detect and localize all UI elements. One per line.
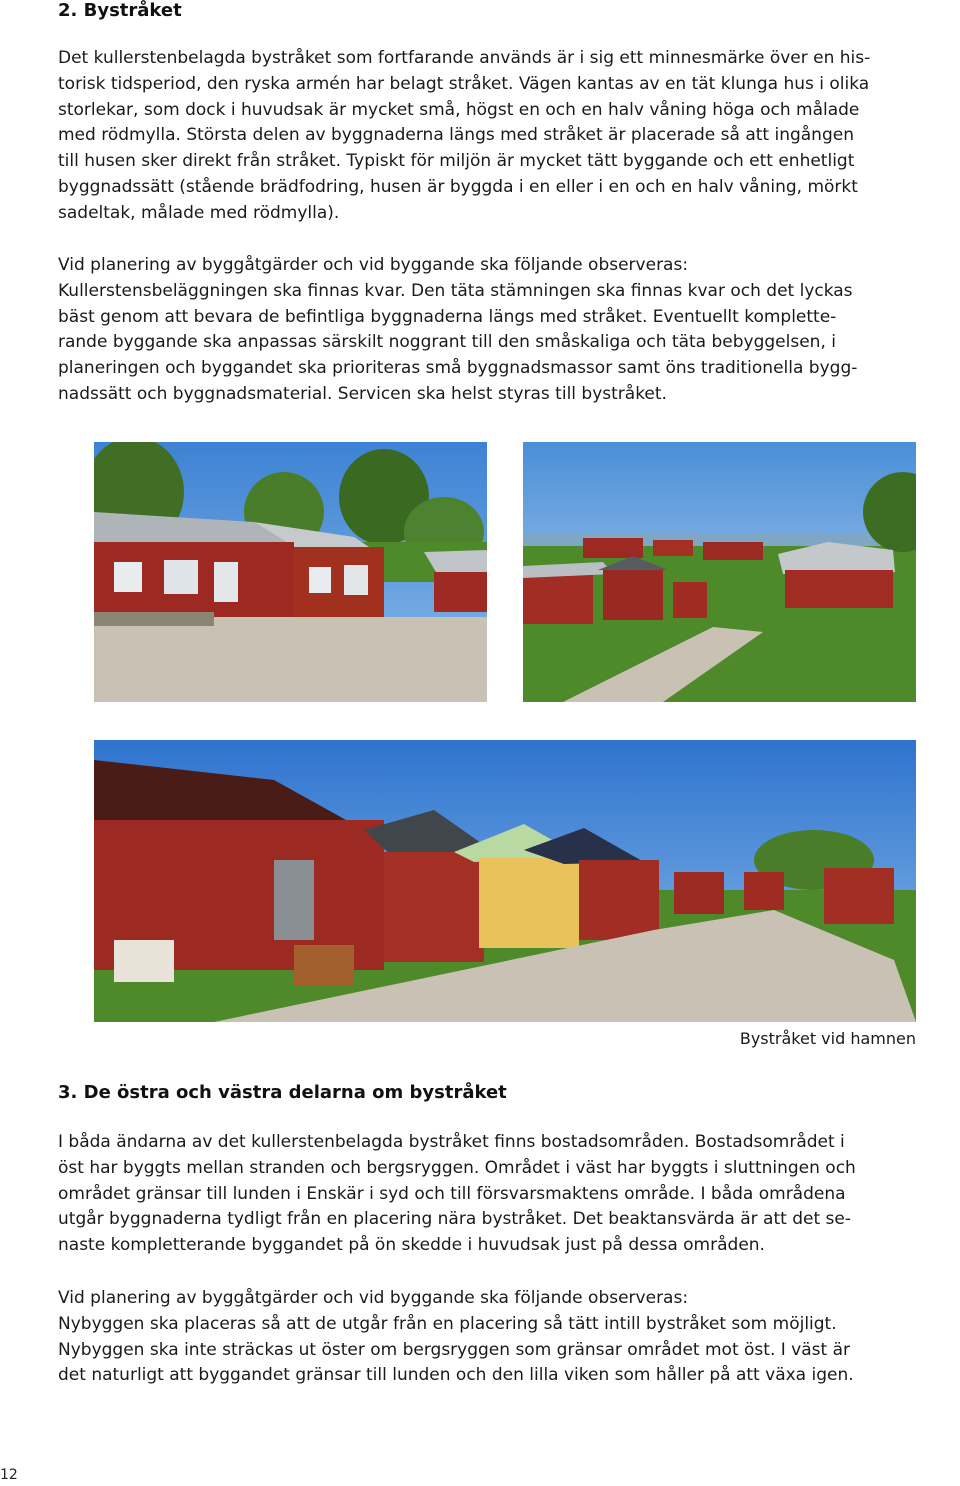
text-line: till husen sker direkt från stråket. Typiskt för miljön är mycket tätt byggande och ett enhetligt [58, 151, 855, 172]
text-line: Det kullerstenbelagda bystråket som fortfarande används är i sig ett minnesmärke över en his- [58, 48, 871, 68]
paragraph-east-west-guidelines [58, 1286, 958, 1389]
text-line: planeringen och byggandet ska prioriteras små byggnadsmassor samt öns traditionella bygg- [58, 358, 858, 379]
photo-harbour-street [94, 740, 916, 1022]
photo-village-road [523, 442, 916, 702]
photo-shop-building [94, 442, 487, 702]
text-line: torisk tidsperiod, den ryska armén har belagt stråket. Vägen kantas av en tät klunga hus i olika [58, 73, 870, 94]
page-number: 12 [0, 1467, 18, 1483]
section-heading-east-west: 3. De östra och västra delarna om bystråket [58, 1082, 507, 1103]
paragraph-bystraket-guidelines [58, 253, 958, 408]
text-line: bäst genom att bevara de befintliga byggnaderna längs med stråket. Eventuellt komplette- [58, 306, 837, 327]
text-line: Kullerstensbeläggningen ska finnas kvar. Den täta stämningen ska finnas kvar och det lyckas [58, 280, 853, 301]
text-line: Vid planering av byggåtgärder och vid byggande ska följande observeras: [58, 255, 689, 275]
text-line: sadeltak, målade med rödmylla). [58, 202, 340, 223]
photo-caption: Bystråket vid hamnen [739, 1029, 916, 1048]
text-line: Nybyggen ska placeras så att de utgår från en placering så tätt intill bystråket som möjligt. [58, 1313, 837, 1334]
paragraph-east-west-description [58, 1130, 958, 1259]
text-line: öst har byggts mellan stranden och bergsryggen. Området i väst har byggts i sluttningen och [58, 1157, 856, 1178]
text-line: utgår byggnaderna tydligt från en placering nära bystråket. Det beaktansvärda är att det se- [58, 1209, 851, 1230]
paragraph-bystraket-description [58, 46, 958, 227]
text-line: med rödmylla. Största delen av byggnaderna längs med stråket är placerade så att ingången [58, 125, 854, 146]
text-line: området gränsar till lunden i Enskär i syd och till försvarsmaktens område. I båda områdena [58, 1183, 846, 1204]
text-line: rande byggande ska anpassas särskilt noggrant till den småskaliga och täta bebyggelsen, i [58, 332, 836, 353]
text-line: Nybyggen ska inte sträckas ut öster om bergsryggen som gränsar området mot öst. I väst är [58, 1339, 850, 1360]
text-line: byggnadssätt (stående brädfodring, husen är byggda i en eller i en och en halv våning, mörkt [58, 176, 858, 197]
text-line: det naturligt att byggandet gränsar till lunden och den lilla viken som håller på att växa igen. [58, 1365, 854, 1386]
text-line: I båda ändarna av det kullerstenbelagda bystråket finns bostadsområden. Bostadsområdet i [58, 1132, 845, 1152]
text-line: storlekar, som dock i huvudsak är mycket små, högst en och en halv våning höga och målade [58, 99, 860, 120]
section-heading-bystraket: 2. Bystråket [58, 0, 182, 21]
text-line: naste kompletterande byggandet på ön skedde i huvudsak just på dessa områden. [58, 1235, 765, 1256]
text-line: nadssätt och byggnadsmaterial. Servicen ska helst styras till bystråket. [58, 383, 667, 404]
text-line: Vid planering av byggåtgärder och vid byggande ska följande observeras: [58, 1288, 689, 1308]
